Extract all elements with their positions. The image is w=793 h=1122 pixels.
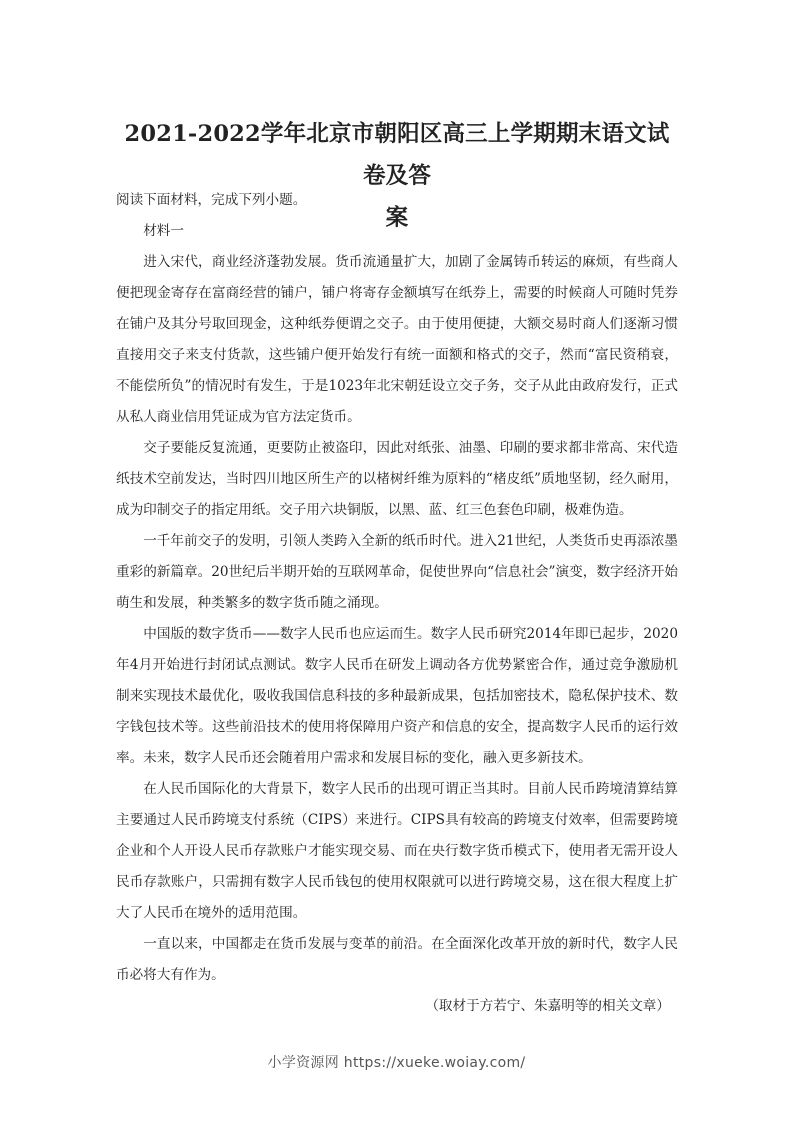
material-label: 材料一 [143,223,184,239]
paragraph: 一千年前交子的发明，引领人类跨入全新的纸币时代。进入21世纪，人类货币史再添浓墨重彩的新篇章。20世纪后半期开始的互联网革命，促使世界向“信息社会”演变，数字经济开始萌生和发展，种类繁多的数字货币随之涌现。 [116,533,678,611]
title-line-1: 2021-2022学年北京市朝阳区高三上学期期末语文试卷及答 [124,121,670,190]
title-line-2: 案 [385,205,409,232]
paragraph: 一直以来，中国都走在货币发展与变革的前沿。在全面深化改革开放的新时代，数字人民币必将大有作为。 [116,936,678,983]
paragraph: 中国版的数字货币——数字人民币也应运而生。数字人民币研究2014年即已起步，2020年4月开始进行封闭试点测试。数字人民币在研发上调动各方优势紧密合作，通过竞争激励机制来实现技术最优化，吸收我国信息科技的多种最新成果，包括加密技术，隐私保护技术、数字钱包技术等。这些前沿技术的使用将保障用户资产和信息的安全，提高数字人民币的运行效率。未来，数字人民币还会随着用户需求和发展目标的变化，融入更多新技术。 [116,626,678,766]
instruction-text: 阅读下面材料，完成下列小题。 [116,192,307,208]
paragraph: 进入宋代，商业经济蓬勃发展。货币流通量扩大，加剧了金属铸币转运的麻烦，有些商人便把现金寄存在富商经营的铺户，铺户将寄存金额填写在纸券上，需要的时候商人可随时凭券在铺户及其分号取回现金，这种纸券便谓之交子。由于使用便捷，大额交易时商人们逐渐习惯直接用交子来支付货款，这些铺户便开始发行有统一面额和格式的交子，然而“富民资稍衰，不能偿所负”的情况时有发生，于是1023年北宋朝廷设立交子务，交子从此由政府发行，正式从私人商业信用凭证成为官方法定货币。 [116,254,678,425]
source-citation: （取材于方若宁、朱嘉明等的相关文章） [425,998,670,1014]
document-body [116,185,678,1022]
paragraph: 交子要能反复流通，更要防止被盗印，因此对纸张、油墨、印刷的要求都非常高、宋代造纸技术空前发达，当时四川地区所生产的以楮树纤维为原料的“楮皮纸”质地坚韧，经久耐用，成为印制交子的指定用纸。交子用六块铜版，以黑、蓝、红三色套色印刷，极难伪造。 [116,440,678,518]
paragraph: 在人民币国际化的大背景下，数字人民币的出现可谓正当其时。目前人民币跨境清算结算主要通过人民币跨境支付系统（CIPS）来进行。CIPS具有较高的跨境支付效率，但需要跨境企业和个人开设人民币存款账户才能实现交易、而在央行数字货币模式下，使用者无需开设人民币存款账户，只需拥有数字人民币钱包的使用权限就可以进行跨境交易，这在很大程度上扩大了人民币在境外的适用范围。 [116,781,678,921]
footer-watermark: 小学资源网 https://xueke.woiay.com/ [267,1055,526,1071]
